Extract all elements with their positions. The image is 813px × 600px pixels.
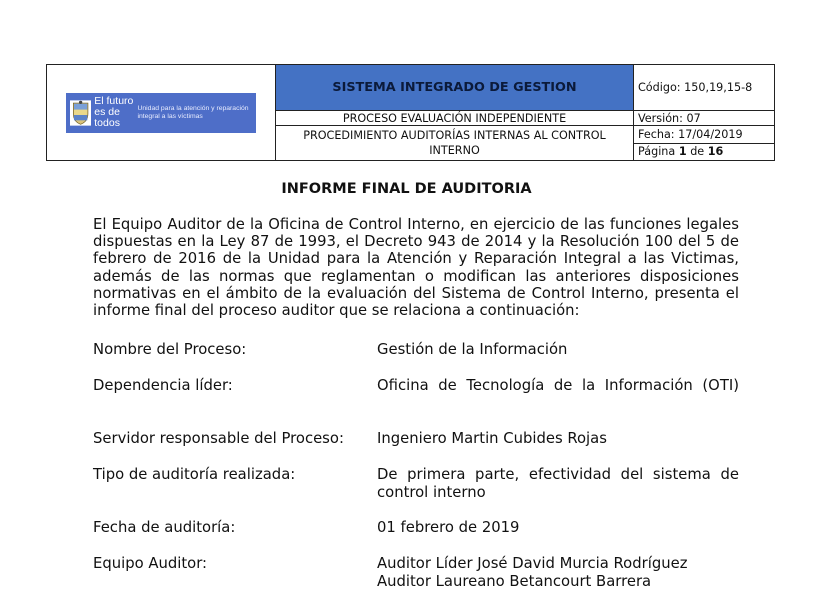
version-value: 07	[686, 111, 701, 125]
page-label: Página	[638, 145, 676, 159]
procedure-name: PROCEDIMIENTO AUDITORÍAS INTERNAS AL CONTROL INTERNO	[276, 126, 634, 161]
field-value: Oficina de Tecnología de la Información (OTI)	[377, 377, 739, 394]
page-total: 16	[707, 145, 724, 159]
field-value: Gestión de la Información	[377, 341, 568, 358]
process-name: PROCESO EVALUACIÓN INDEPENDIENTE	[276, 111, 634, 126]
field-value: Ingeniero Martin Cubides Rojas	[377, 430, 607, 447]
logo-cell	[47, 65, 276, 161]
field-value: De primera parte, efectividad del sistema de control interno	[377, 466, 739, 501]
system-title: SISTEMA INTEGRADO DE GESTION	[276, 65, 634, 111]
code-label: Código:	[638, 81, 681, 94]
report-title: INFORME FINAL DE AUDITORIA	[281, 181, 532, 197]
intro-paragraph: El Equipo Auditor de la Oficina de Control Interno, en ejercicio de las funciones legales dispuestas en la Ley 87 de 1993, el Decreto 943 de 2014 y la Resolución 100 del 5 de febrero de 2016 de la Unidad para la Atención y Reparación Integral a las Victimas, además de las normas que reglamentan o modifican las anteriores disposiciones normativas en el ámbito de la evaluación del Sistema de Control Interno, presenta el informe final del proceso auditor que se relaciona a continuación:	[93, 216, 739, 320]
page-cell	[634, 143, 775, 161]
field-label: Tipo de auditoría realizada:	[93, 466, 296, 483]
date-label: Fecha:	[638, 127, 675, 141]
date-cell	[634, 126, 775, 144]
coat-of-arms-icon	[70, 94, 91, 132]
code-cell	[634, 65, 775, 111]
code-value: 150,19,15-8	[684, 81, 753, 94]
date-value: 17/04/2019	[678, 127, 743, 141]
logo-slogan: El futuro es de todos	[94, 95, 134, 129]
institution-logo	[66, 93, 256, 133]
auditor-lead: Auditor Líder José David Murcia Rodríguez	[377, 555, 688, 572]
field-label: Nombre del Proceso:	[93, 341, 247, 358]
field-label: Equipo Auditor:	[93, 555, 208, 572]
version-cell	[634, 111, 775, 126]
page-of: de	[690, 145, 705, 159]
field-label: Fecha de auditoría:	[93, 519, 236, 536]
field-label: Dependencia líder:	[93, 377, 233, 394]
field-value: 01 febrero de 2019	[377, 519, 520, 536]
version-label: Versión:	[638, 111, 683, 125]
page-current: 1	[678, 145, 687, 159]
field-value	[377, 555, 739, 590]
logo-unit-name: Unidad para la atención y reparación integral a las víctimas	[137, 105, 249, 120]
auditor-member: Auditor Laureano Betancourt Barrera	[377, 572, 652, 590]
field-label: Servidor responsable del Proceso:	[93, 430, 344, 447]
document-header-table	[46, 64, 775, 161]
